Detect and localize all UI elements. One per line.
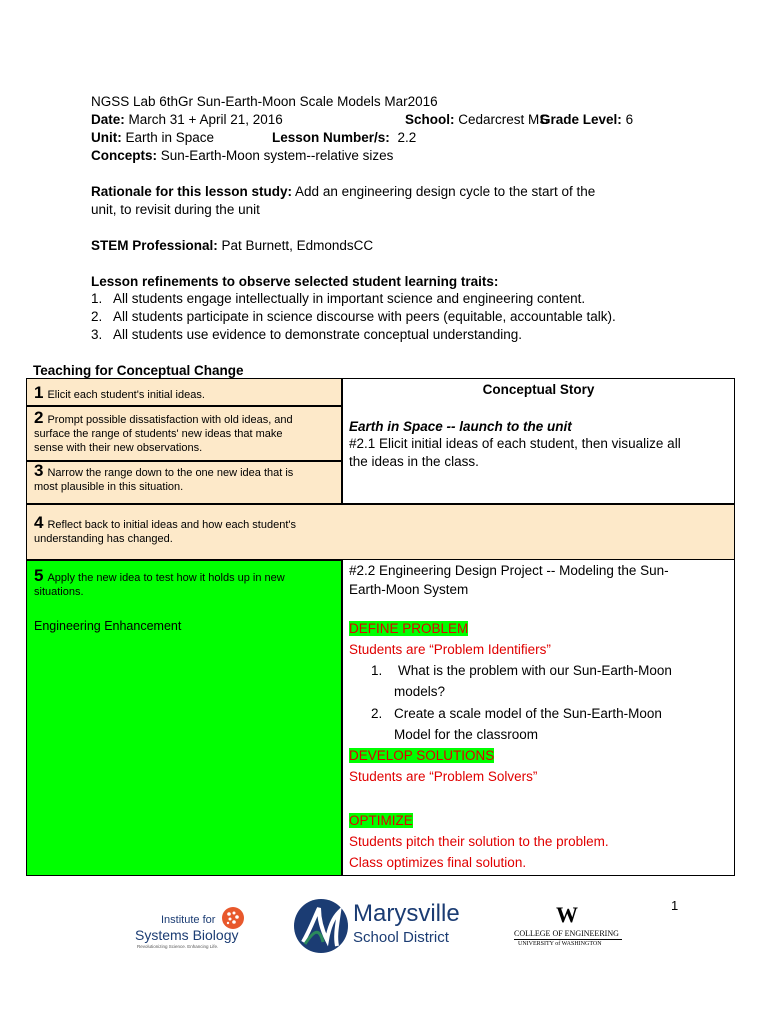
step-3-cell [26, 461, 342, 504]
date-label: Date: [91, 112, 125, 127]
uw-logo [512, 902, 627, 950]
step-text: Prompt possible dissatisfaction with old ideas, and [47, 414, 293, 426]
unit-label: Unit: [91, 130, 122, 145]
story-heading [342, 381, 735, 399]
pitch-solution: Students pitch their solution to the problem. [349, 834, 609, 849]
launch-text-2: the ideas in the class. [349, 454, 479, 469]
question-text: Create a scale model of the Sun-Earth-Moon [394, 706, 662, 721]
problem-identifiers: Students are “Problem Identifiers” [349, 642, 551, 657]
grade-line [540, 111, 633, 129]
question-text: models? [394, 684, 446, 699]
grade-label: Grade Level: [540, 112, 622, 127]
refinement-item [91, 326, 522, 344]
page-number: 1 [671, 898, 679, 913]
step-text: surface the range of students' new ideas that make [34, 428, 283, 440]
project-title-2: Earth-Moon System [349, 582, 469, 597]
define-problem-text: DEFINE PROBLEM [349, 621, 469, 636]
msd-logo [293, 898, 473, 956]
refinement-text: All students engage intellectually in important science and engineering content. [113, 291, 586, 306]
step-5-cell [26, 560, 342, 876]
refinement-text: All students use evidence to demonstrate conceptual understanding. [113, 327, 523, 342]
concepts-label: Concepts: [91, 148, 158, 163]
lesson-line [272, 129, 416, 147]
refinement-text: All students participate in science discourse with peers (equitable, accountable talk). [113, 309, 616, 324]
isb-text-2: Systems Biology [135, 927, 239, 943]
step-text: sense with their new observations. [34, 442, 203, 454]
problem-solvers: Students are “Problem Solvers” [349, 769, 538, 784]
refinements-heading [91, 273, 498, 291]
step-text: Elicit each student's initial ideas. [47, 389, 205, 401]
step-number: 3 [34, 461, 44, 480]
lesson-value: 2.2 [397, 130, 417, 145]
engineering-enhancement: Engineering Enhancement [34, 619, 182, 633]
project-title-1: #2.2 Engineering Design Project -- Modeling the Sun- [349, 563, 669, 578]
step-text: understanding has changed. [34, 533, 173, 545]
isb-logo [135, 906, 255, 956]
date-line [91, 111, 283, 129]
stem-line [91, 237, 373, 255]
step-text: situations. [34, 586, 84, 598]
story-heading-text: Conceptual Story [482, 382, 595, 397]
isb-tagline: Revolutionizing Science. Enhancing Life. [137, 944, 219, 949]
stem-value: Pat Burnett, EdmondsCC [221, 238, 374, 253]
rationale-text-2: unit, to revisit during the unit [91, 202, 260, 217]
rationale-text: Add an engineering design cycle to the start of the [295, 184, 596, 199]
step-number: 5 [34, 566, 44, 585]
question-number: 1. [371, 663, 383, 678]
msd-text-2: School District [353, 929, 449, 946]
step-text: Narrow the range down to the one new idea that is [47, 467, 294, 479]
refinement-item [91, 290, 585, 308]
concepts-value: Sun-Earth-Moon system--relative sizes [160, 148, 394, 163]
step-text: Apply the new idea to test how it holds up in new [47, 572, 285, 584]
uw-text-2: UNIVERSITY of WASHINGTON [518, 941, 602, 947]
step-number: 2 [34, 408, 44, 427]
step-text: Reflect back to initial ideas and how each student's [47, 519, 296, 531]
lesson-label: Lesson Number/s: [272, 130, 390, 145]
msd-text-1: Marysville [353, 900, 460, 927]
teaching-heading-text: Teaching for Conceptual Change [33, 363, 244, 378]
msd-emblem-icon [293, 898, 349, 954]
develop-solutions [349, 745, 494, 766]
step-text: most plausible in this situation. [34, 481, 184, 493]
step-number: 1 [34, 383, 44, 402]
step-2-cell [26, 406, 342, 461]
isb-text-1: Institute for [161, 914, 216, 926]
step-number: 4 [34, 513, 44, 532]
rationale-line [91, 183, 595, 201]
school-value: Cedarcrest MS [458, 112, 549, 127]
stem-label: STEM Professional: [91, 238, 218, 253]
refinements-heading-text: Lesson refinements to observe selected student learning traits: [91, 274, 499, 289]
step-4-cell [26, 504, 735, 560]
launch-text-1: #2.1 Elicit initial ideas of each student, then visualize all [349, 436, 681, 451]
develop-solutions-text: DEVELOP SOLUTIONS [349, 748, 495, 763]
school-label: School: [405, 112, 455, 127]
refinement-number: 3. [91, 327, 103, 342]
question-text: What is the problem with our Sun-Earth-Moon [398, 663, 672, 678]
unit-value: Earth in Space [125, 130, 215, 145]
doc-title: NGSS Lab 6thGr Sun-Earth-Moon Scale Models Mar2016 [91, 94, 438, 109]
uw-divider [514, 939, 622, 940]
launch-title: Earth in Space -- launch to the unit [349, 419, 572, 434]
unit-line [91, 129, 214, 147]
grade-value: 6 [625, 112, 634, 127]
rationale-label: Rationale for this lesson study: [91, 184, 293, 199]
question-text: Model for the classroom [394, 727, 539, 742]
uw-text-1: COLLEGE OF ENGINEERING [514, 929, 619, 938]
class-optimizes: Class optimizes final solution. [349, 855, 527, 870]
refinement-number: 2. [91, 309, 103, 324]
refinement-item [91, 308, 616, 326]
optimize [349, 810, 413, 831]
refinement-number: 1. [91, 291, 103, 306]
concepts-line [91, 147, 393, 165]
uw-w-icon: W [556, 902, 578, 927]
date-value: March 31 + April 21, 2016 [128, 112, 283, 127]
school-line [405, 111, 548, 129]
optimize-text: OPTIMIZE [349, 813, 413, 828]
step-1-cell [26, 378, 342, 406]
define-problem [349, 618, 468, 639]
question-number: 2. [371, 706, 383, 721]
